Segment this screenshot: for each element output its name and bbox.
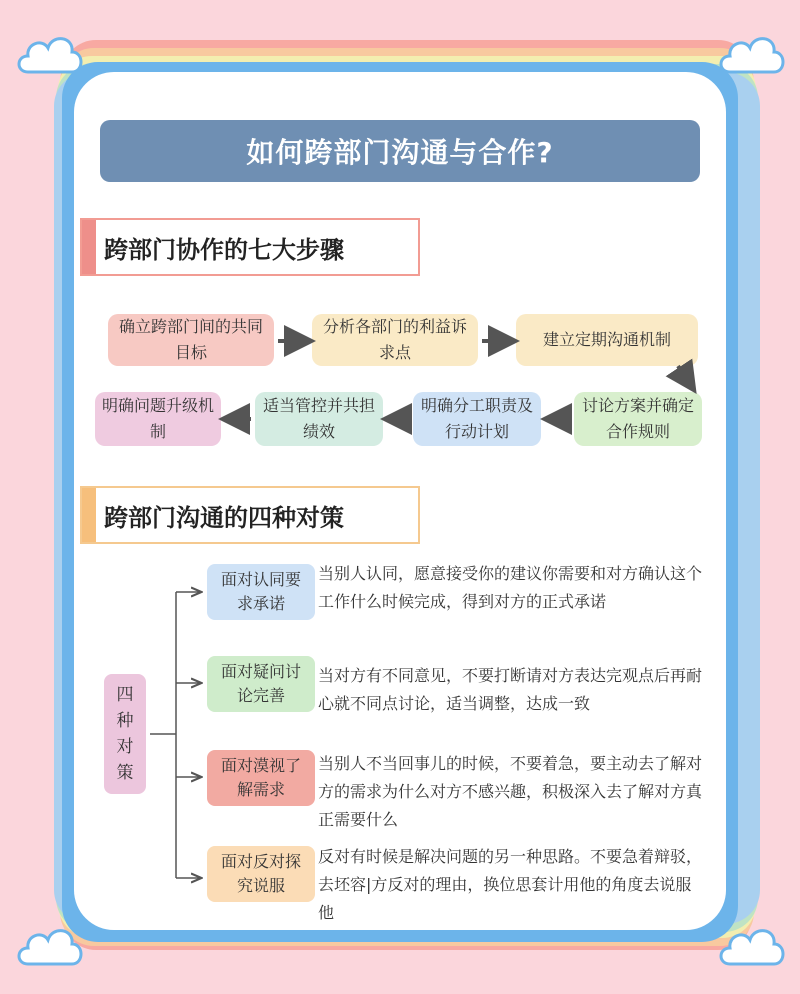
strategy-label: 面对认同要求承诺 [207, 564, 315, 620]
section-heading-four-strategies [80, 486, 420, 544]
strategy-label: 面对漠视了解需求 [207, 750, 315, 806]
cloud-icon [14, 918, 86, 974]
cloud-icon [716, 918, 788, 974]
step-7: 明确问题升级机制 [95, 392, 221, 446]
step-3: 建立定期沟通机制 [516, 314, 698, 366]
section-heading-label: 跨部门沟通的四种对策 [104, 503, 344, 532]
step-4: 讨论方案并确定合作规则 [574, 392, 702, 446]
strategy-description: 当别人认同，愿意接受你的建议你需要和对方确认这个工作什么时候完成，得到对方的正式承诺 [318, 564, 703, 611]
section-heading-label: 跨部门协作的七大步骤 [104, 235, 344, 264]
section-heading-seven-steps [80, 218, 420, 276]
cloud-icon [716, 26, 788, 82]
heading-accent-bar [82, 488, 96, 542]
page-title: 如何跨部门沟通与合作? [100, 120, 700, 182]
step-5: 明确分工职责及行动计划 [413, 392, 541, 446]
strategy-description: 当对方有不同意见，不要打断请对方表达完观点后再耐心就不同点讨论，适当调整，达成一致 [318, 666, 703, 713]
strategy-description: 当别人不当回事儿的时候，不要着急，要主动去了解对方的需求为什么对方不感兴趣，积极深入去了解对方真正需要什么 [318, 754, 703, 829]
step-6: 适当管控并共担绩效 [255, 392, 383, 446]
strategy-description: 反对有时候是解决问题的另一种思路。不要急着辩驳，去坯容|方反对的理由，换位思套计用他的角度去说服他 [318, 847, 703, 922]
strategy-label: 面对反对探究说服 [207, 846, 315, 902]
heading-accent-bar [82, 220, 96, 274]
strategy-label: 面对疑问讨论完善 [207, 656, 315, 712]
step-1: 确立跨部门间的共同目标 [108, 314, 274, 366]
tree-root: 四种对策 [104, 674, 146, 794]
cloud-icon [14, 26, 86, 82]
step-2: 分析各部门的利益诉求点 [312, 314, 478, 366]
